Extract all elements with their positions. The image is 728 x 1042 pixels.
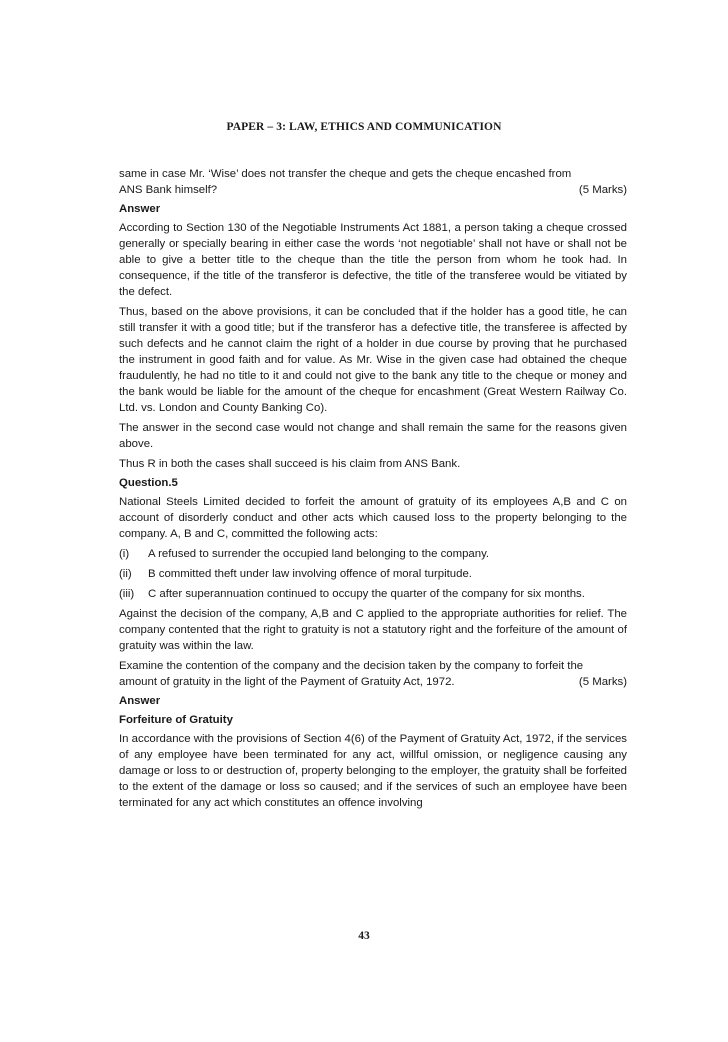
- question-continuation-line2: [119, 182, 627, 198]
- list-item: [119, 566, 627, 582]
- question-paragraph: Against the decision of the company, A,B and C applied to the appropriate authorities for relief. The company contented that the right to gratuity is not a statutory right and the forfeiture of the amount of gratuity was within the law.: [119, 608, 627, 652]
- answer-paragraph: The answer in the second case would not change and shall remain the same for the reasons given above.: [119, 422, 627, 450]
- question-line2: [119, 674, 627, 690]
- list-item-number: (iii): [119, 588, 135, 600]
- list-item-text: B committed theft under law involving offence of moral turpitude.: [148, 568, 472, 580]
- list-item-number: (i): [119, 548, 130, 560]
- list-item-number: (ii): [119, 568, 132, 580]
- answer-heading: Answer: [119, 203, 161, 215]
- list-item-text: C after superannuation continued to occupy the quarter of the company for six months.: [148, 588, 585, 600]
- question-continuation-line1: same in case Mr. ‘Wise’ does not transfer the cheque and gets the cheque encashed from: [119, 168, 572, 180]
- question-paragraph: National Steels Limited decided to forfeit the amount of gratuity of its employees A,B and C on account of disorderly conduct and other acts which caused loss to the property belonging to the company. A, B and C, committed the following acts:: [119, 496, 627, 540]
- marks-label: (5 Marks): [578, 676, 627, 688]
- answer-subheading: Forfeiture of Gratuity: [119, 714, 233, 726]
- question-continuation-text: ANS Bank himself?: [119, 184, 218, 196]
- page-content: [119, 166, 627, 815]
- list-item-text: A refused to surrender the occupied land belonging to the company.: [148, 548, 490, 560]
- question-continuation: [119, 166, 627, 198]
- answer-paragraph: Thus, based on the above provisions, it can be concluded that if the holder has a good title, he can still transfer it with a good title; but if the transferor has a defective title, the transferee is affected by such defects and he cannot claim the right of a holder in due course by proving that he purchased the instrument in good faith and for value. As Mr. Wise in the given case had obtained the cheque fraudulently, he had no title to it and could not give to the bank any title to the cheque or money and the bank would be liable for the amount of the cheque for encashment (Great Western Railway Co. Ltd. vs. London and County Banking Co).: [119, 306, 627, 414]
- question-line1: Examine the contention of the company and the decision taken by the company to forfeit the: [119, 660, 584, 672]
- page-header: PAPER – 3: LAW, ETHICS AND COMMUNICATION: [226, 121, 502, 133]
- page-number: 43: [358, 930, 370, 942]
- question-line2-text: amount of gratuity in the light of the Payment of Gratuity Act, 1972.: [119, 676, 455, 688]
- list-item: [119, 586, 627, 602]
- list-item: [119, 546, 627, 562]
- question-paragraph: [119, 658, 627, 690]
- answer-paragraph: In accordance with the provisions of Section 4(6) of the Payment of Gratuity Act, 1972, if the services of any employee have been terminated for any act, willful omission, or negligence causing any damage or loss to or destruction of, property belonging to the employer, the gratuity shall be forfeited to the extent of the damage or loss so caused; and if the services of such an employee have been terminated for any act which constitutes an offence involving: [119, 733, 627, 809]
- answer-heading: Answer: [119, 695, 161, 707]
- answer-paragraph: According to Section 130 of the Negotiable Instruments Act 1881, a person taking a cheque crossed generally or specially bearing in either case the words ‘not negotiable’ shall not have or shall not be able to give a better title to the cheque than the title the person from whom he took had. In consequence, if the title of the transferor is defective, the title of the transferee would be vitiated by the defect.: [119, 222, 627, 298]
- answer-paragraph: Thus R in both the cases shall succeed is his claim from ANS Bank.: [119, 458, 461, 470]
- question-heading: Question.5: [119, 477, 178, 489]
- marks-label: (5 Marks): [578, 184, 627, 196]
